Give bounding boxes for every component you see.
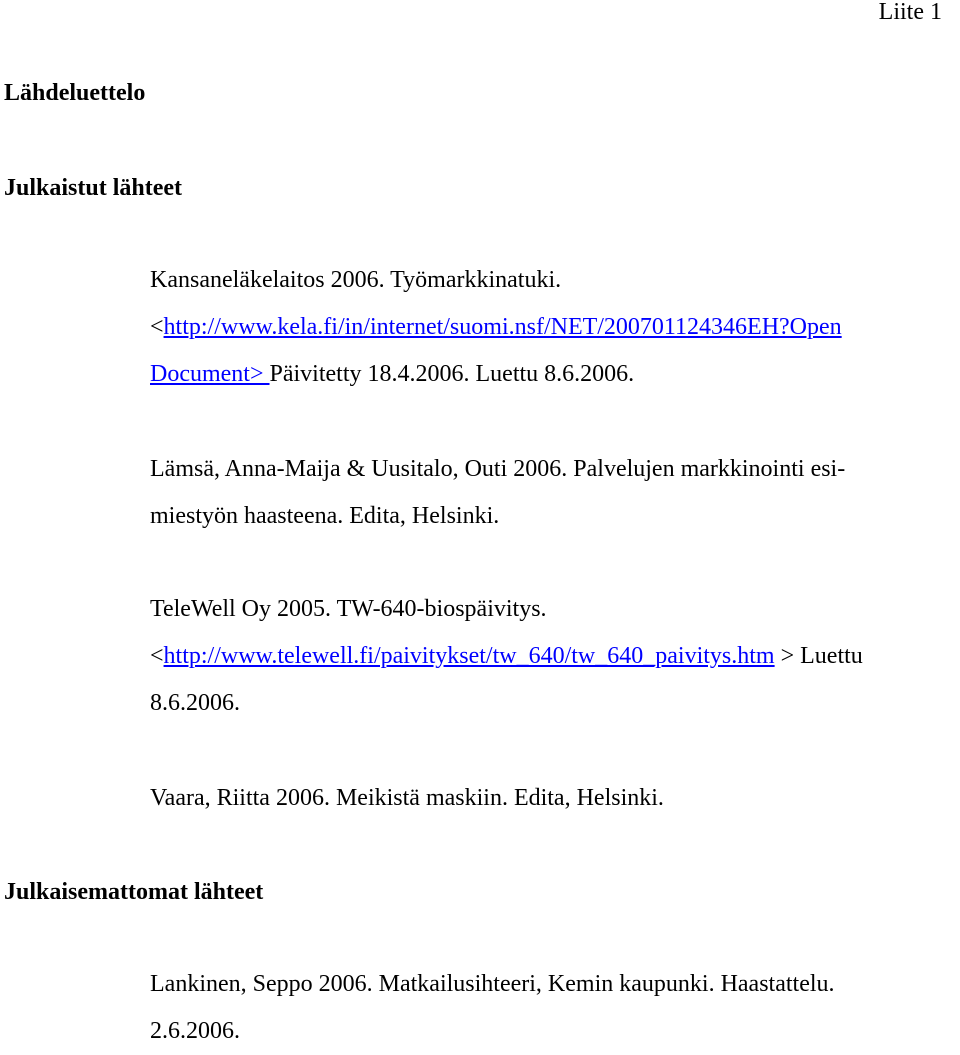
attachment-label: Liite 1 [878, 0, 942, 25]
kela-url-link[interactable]: http://www.kela.fi/in/internet/suomi.nsf/NET/200701124346EH?Open [163, 314, 842, 340]
reference-telewell-read-label: > Luettu [774, 643, 863, 669]
reference-lankinen [150, 961, 950, 1055]
page-title: Lähdeluettelo [4, 80, 146, 106]
reference-telewell [150, 586, 950, 727]
reference-telewell-line-3: 8.6.2006. [150, 690, 240, 716]
reference-kela [150, 257, 950, 398]
reference-lamsa-line-1: Lämsä, Anna-Maija & Uusitalo, Outi 2006. Palvelujen markkinointi esi- [150, 456, 846, 482]
reference-kela-line-1: Kansaneläkelaitos 2006. Työmarkkinatuki. [150, 267, 562, 293]
url-open-bracket: < [150, 314, 164, 340]
reference-lamsa-line-2: miestyön haasteena. Edita, Helsinki. [150, 503, 500, 529]
published-sources-heading: Julkaistut lähteet [4, 175, 183, 201]
reference-telewell-line-2 [150, 633, 950, 680]
reference-kela-line-3 [150, 351, 950, 398]
kela-url-link-continued[interactable]: Document> [150, 361, 270, 387]
reference-kela-dates: Päivitetty 18.4.2006. Luettu 8.6.2006. [269, 361, 635, 387]
unpublished-sources-heading: Julkaisemattomat lähteet [4, 879, 264, 905]
reference-vaara-line-1: Vaara, Riitta 2006. Meikistä maskiin. Edita, Helsinki. [150, 785, 664, 811]
url-open-bracket: < [150, 643, 164, 669]
reference-kela-line-2 [150, 304, 950, 351]
reference-lankinen-line-2: 2.6.2006. [150, 1018, 240, 1044]
reference-telewell-line-1: TeleWell Oy 2005. TW-640-biospäivitys. [150, 596, 547, 622]
reference-vaara [150, 775, 950, 822]
reference-lamsa [150, 446, 950, 540]
reference-lankinen-line-1: Lankinen, Seppo 2006. Matkailusihteeri, Kemin kaupunki. Haastattelu. [150, 971, 835, 997]
telewell-url-link[interactable]: http://www.telewell.fi/paivitykset/tw_640/tw_640_paivitys.htm [163, 643, 775, 669]
